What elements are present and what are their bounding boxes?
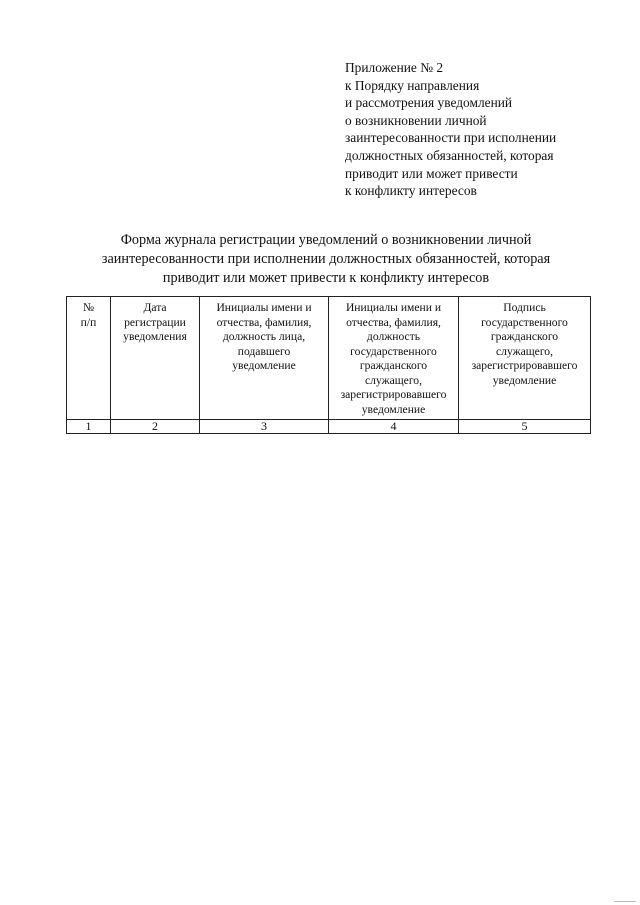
annex-line: должностных обязанностей, которая: [345, 147, 554, 163]
column-number-cell: 3: [200, 420, 329, 434]
journal-table: [66, 296, 591, 434]
form-title-line: Форма журнала регистрации уведомлений о возникновении личной: [120, 232, 532, 248]
header-cell-submitter: Инициалы имени и отчества, фамилия, должность лица, подавшего уведомление: [200, 297, 329, 420]
header-cell-number: № п/п: [67, 297, 111, 420]
annex-line: и рассмотрения уведомлений: [345, 95, 513, 111]
annex-block: [345, 59, 625, 200]
column-number-cell: 1: [67, 420, 111, 434]
column-number-cell: 4: [329, 420, 459, 434]
scan-artifact-mark: [614, 901, 636, 902]
column-number-cell: 5: [459, 420, 591, 434]
form-title-line: заинтересованности при исполнении должностных обязанностей, которая: [101, 251, 551, 267]
table-header-row: [67, 297, 591, 420]
header-cell-registrar: Инициалы имени и отчества, фамилия, должность государственного гражданского служащего, зарегистрировавшего уведомление: [329, 297, 459, 420]
header-cell-signature: Подпись государственного гражданского служащего, зарегистрировавшего уведомление: [459, 297, 591, 420]
form-title: [60, 231, 592, 288]
annex-line: о возникновении личной: [345, 112, 487, 128]
annex-line: к Порядку направления: [345, 77, 480, 93]
form-title-line: приводит или может привести к конфликту интересов: [162, 270, 490, 286]
column-number-cell: 2: [111, 420, 200, 434]
annex-line: приводит или может привести: [345, 165, 518, 181]
annex-line: заинтересованности при исполнении: [345, 130, 557, 146]
table-number-row: [67, 420, 591, 434]
annex-line: Приложение № 2: [345, 60, 444, 75]
annex-line: к конфликту интересов: [345, 183, 477, 199]
header-cell-date: Дата регистрации уведомления: [111, 297, 200, 420]
